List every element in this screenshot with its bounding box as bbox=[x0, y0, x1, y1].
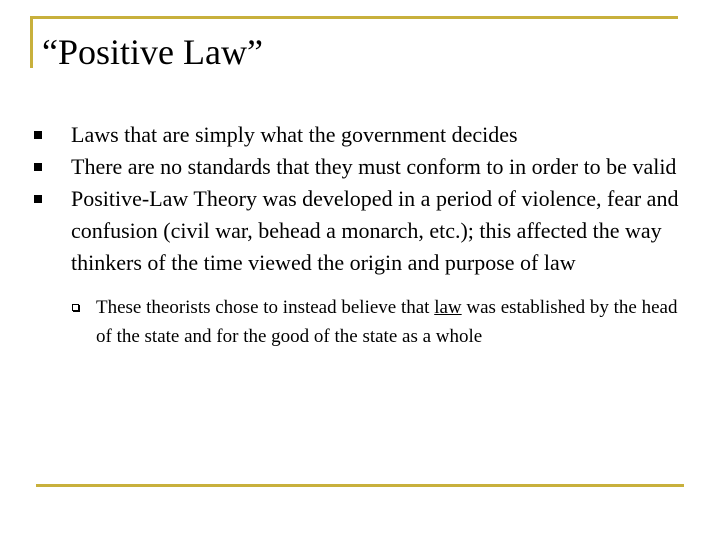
bullet-item bbox=[34, 151, 684, 183]
bullet-item bbox=[34, 183, 684, 351]
underlined-word: law bbox=[434, 297, 462, 318]
sub-bullet-list bbox=[71, 293, 684, 351]
hollow-square-bullet-icon bbox=[72, 304, 79, 311]
sub-bullet-item bbox=[71, 293, 684, 351]
bullet-text: Positive-Law Theory was developed in a period of violence, fear and confusion (civil war, behead a monarch, etc.); this affected the way thinkers of the time viewed the origin and purpose of law bbox=[71, 186, 679, 275]
bullet-text: There are no standards that they must conform to in order to be valid bbox=[71, 154, 677, 179]
square-bullet-icon bbox=[34, 131, 42, 139]
bullet-text: Laws that are simply what the government decides bbox=[71, 122, 518, 147]
slide-title: “Positive Law” bbox=[42, 32, 263, 72]
footer-rule bbox=[36, 484, 684, 487]
square-bullet-icon bbox=[34, 163, 42, 171]
square-bullet-icon bbox=[34, 195, 42, 203]
title-rule-left bbox=[30, 16, 33, 68]
title-rule-top bbox=[30, 16, 678, 19]
sub-bullet-text-after: was established by the head of the state and for the good of the state as a whole bbox=[96, 297, 678, 347]
bullet-item bbox=[34, 119, 684, 151]
bullet-list bbox=[34, 119, 684, 351]
sub-bullet-text-before: These theorists chose to instead believe that bbox=[96, 297, 435, 318]
